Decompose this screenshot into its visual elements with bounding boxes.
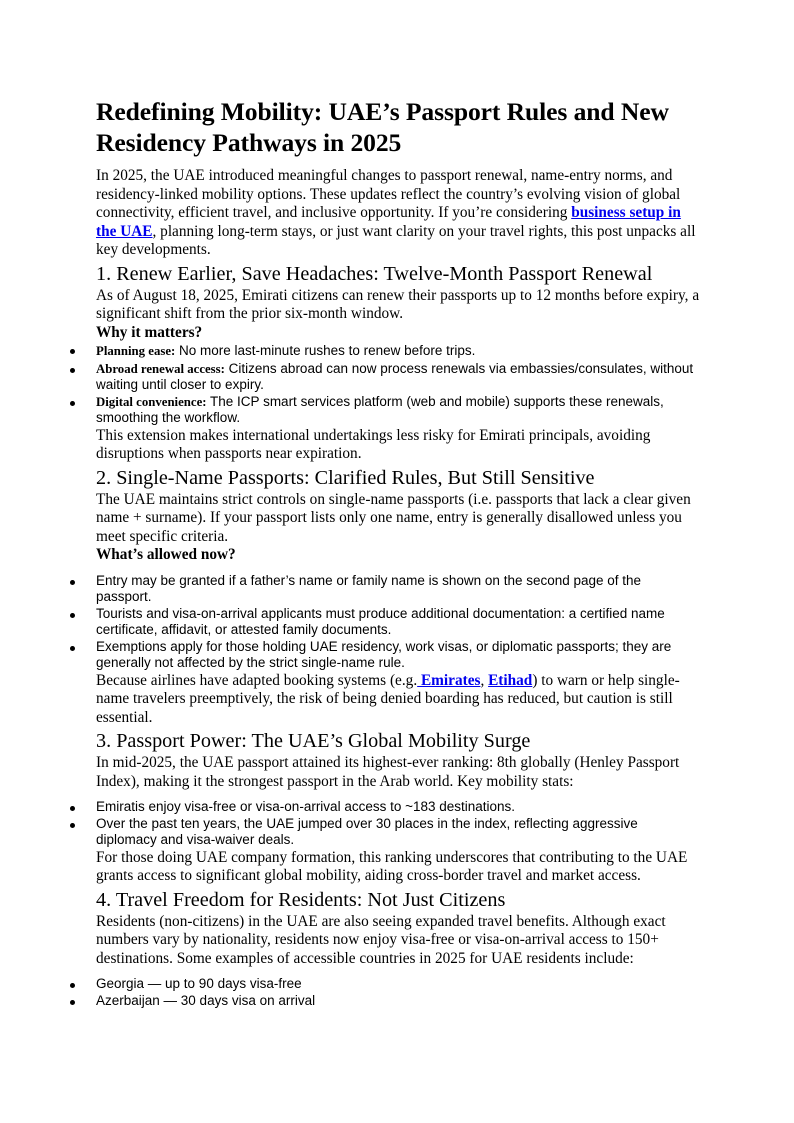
list-item (96, 361, 700, 394)
section-1-list (96, 342, 700, 427)
closing-text: Because airlines have adapted booking systems (e.g. (96, 671, 418, 689)
section-3-paragraph: In mid-2025, the UAE passport attained its highest-ever ranking: 8th globally (Henley Passport Index), making it the strongest passport in the Arab world. Key mobility stats: (96, 754, 680, 790)
bullet-lead: Digital convenience: (96, 394, 207, 409)
spacer (96, 968, 700, 976)
bullet-lead: Planning ease: (96, 344, 176, 358)
list-item: Over the past ten years, the UAE jumped over 30 places in the index, reflecting aggressive diplomacy and visa-waiver deals. (96, 816, 700, 849)
section-2-closing (96, 672, 700, 728)
section-2-list (96, 573, 700, 672)
business-setup-link[interactable]: business setup in the UAE (96, 204, 681, 240)
intro-text: In 2025, the UAE introduced meaningful changes to passport renewal, name-entry norms, and residency-linked mobility options. These updates reflect the country’s evolving vision of global connectivity, efficient travel, and inclusive opportunity. If you’re considering (96, 167, 681, 221)
list-item (96, 342, 700, 361)
section-3-heading: 3. Passport Power: The UAE’s Global Mobility Surge (96, 730, 531, 752)
section-1-subheading: Why it matters? (96, 323, 203, 341)
page-title: Redefining Mobility: UAE’s Passport Rules and New Residency Pathways in 2025 (96, 97, 669, 157)
section-3-closing: For those doing UAE company formation, this ranking underscores that contributing to the UAE grants access to significant global mobility, aiding cross-border travel and market access. (96, 848, 688, 884)
closing-text-end: ) to warn or help single-name travelers preemptively, the risk of being denied boarding has reduced, but caution is still essential. (96, 671, 680, 726)
bullet-text: Citizens abroad can now process renewals via embassies/consulates, without waiting until closer to expiry. (96, 360, 694, 392)
document-page (96, 96, 700, 1009)
list-item: Georgia — up to 90 days visa-free (96, 976, 700, 993)
section-1-heading: 1. Renew Earlier, Save Headaches: Twelve-Month Passport Renewal (96, 262, 653, 285)
section-1-closing: This extension makes international undertakings less risky for Emirati principals, avoiding disruptions when passports near expiration. (96, 426, 651, 462)
bullet-text: No more last-minute rushes to renew before trips. (175, 343, 476, 358)
list-item: Entry may be granted if a father’s name or family name is shown on the second page of the passport. (96, 573, 700, 606)
section-1-paragraph: As of August 18, 2025, Emirati citizens can renew their passports up to 12 months before expiry, a significant shift from the prior six-month window. (96, 286, 700, 322)
list-item (96, 394, 700, 427)
section-2-subheading: What’s allowed now? (96, 546, 236, 563)
etihad-link[interactable]: Etihad (488, 671, 533, 689)
section-2-heading: 2. Single-Name Passports: Clarified Rules, But Still Sensitive (96, 466, 595, 489)
section-2-paragraph: The UAE maintains strict controls on single-name passports (i.e. passports that lack a clear given name + surname). If your passport lists only one name, entry is generally disallowed unless you meet specific criteria. (96, 490, 691, 545)
list-item: Emiratis enjoy visa-free or visa-on-arrival access to ~183 destinations. (96, 799, 700, 816)
spacer (96, 565, 700, 573)
bullet-lead: Abroad renewal access: (96, 361, 225, 376)
section-4-paragraph: Residents (non-citizens) in the UAE are also seeing expanded travel benefits. Although exact numbers vary by nationality, residents now enjoy visa-free or visa-on-arrival access to 150+ destinations. Some examples of accessible countries in 2025 for UAE residents include: (96, 912, 666, 967)
list-item: Azerbaijan — 30 days visa on arrival (96, 993, 700, 1010)
section-4-list (96, 976, 700, 1009)
bullet-text: The ICP smart services platform (web and mobile) supports these renewals, smoothing the workflow. (96, 393, 664, 425)
list-item: Tourists and visa-on-arrival applicants must produce additional documentation: a certified name certificate, affidavit, or attested family documents. (96, 606, 700, 639)
spacer (96, 791, 700, 799)
emirates-link[interactable]: Emirates (417, 671, 481, 689)
intro-paragraph (96, 167, 700, 260)
section-4-heading: 4. Travel Freedom for Residents: Not Just Citizens (96, 888, 506, 911)
section-3-list (96, 799, 700, 849)
link-separator: , (480, 671, 489, 689)
list-item: Exemptions apply for those holding UAE residency, work visas, or diplomatic passports; they are generally not affected by the strict single-name rule. (96, 639, 700, 672)
intro-text-end: , planning long-term stays, or just want clarity on your travel rights, this post unpacks all key developments. (96, 222, 696, 258)
